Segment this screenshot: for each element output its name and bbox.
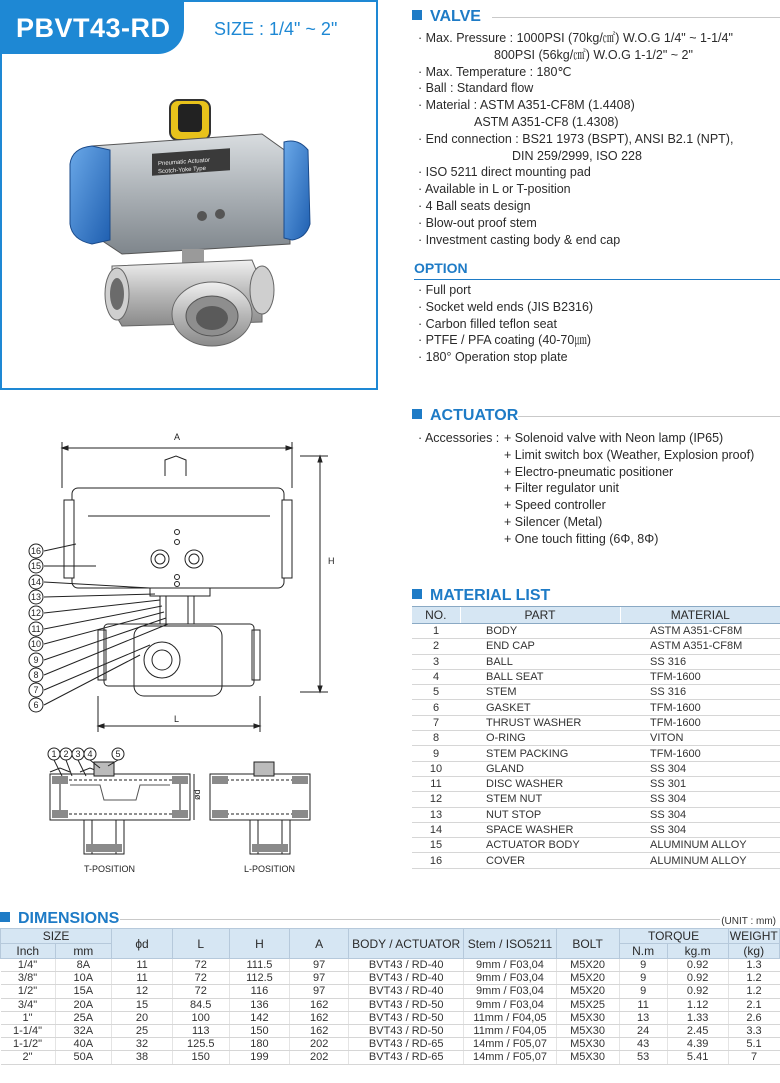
product-photo	[62, 94, 322, 354]
mat-cell-part: STEM	[460, 685, 620, 700]
dimension-cell: 150	[229, 1024, 290, 1037]
valve-spec-item: · Blow-out proof stem	[418, 215, 537, 230]
dimension-cell: 142	[229, 1011, 290, 1024]
dimension-row	[1, 998, 780, 1011]
dimension-row	[1, 1051, 780, 1064]
dimension-cell: 180	[229, 1038, 290, 1051]
dimension-cell: 3/8"	[1, 972, 56, 985]
option-item: · Carbon filled teflon seat	[418, 316, 557, 331]
dimension-cell: 8A	[55, 959, 112, 972]
mat-cell-material: ALUMINUM ALLOY	[620, 838, 780, 853]
dimension-cell: 72	[172, 959, 229, 972]
callout-10: 10	[30, 639, 42, 649]
section-callout-5: 5	[115, 749, 121, 759]
dimension-cell: 14mm / F05,07	[464, 1051, 556, 1064]
dimensions-section-title: DIMENSIONS	[0, 910, 119, 928]
material-row	[412, 700, 780, 715]
valve-spec-list	[418, 30, 733, 248]
dimension-cell: 9mm / F03,04	[464, 998, 556, 1011]
dimension-cell: 9mm / F03,04	[464, 972, 556, 985]
dimension-cell: 84.5	[172, 998, 229, 1011]
mat-cell-material: SS 304	[620, 761, 780, 776]
dimension-cell: M5X30	[556, 1024, 619, 1037]
dimension-cell: 113	[172, 1024, 229, 1037]
dim-header-h: H	[229, 929, 290, 959]
dimension-cell: 5.41	[667, 1051, 728, 1064]
dimension-cell: M5X30	[556, 1051, 619, 1064]
mat-cell-material: ASTM A351-CF8M	[620, 639, 780, 654]
mat-cell-no: 4	[412, 669, 460, 684]
mat-cell-no: 10	[412, 761, 460, 776]
dimension-cell: 40A	[55, 1038, 112, 1051]
size-range: SIZE : 1/4" ~ 2"	[214, 19, 338, 39]
dimension-cell: 11	[112, 959, 173, 972]
option-list	[418, 282, 593, 366]
mat-cell-part: DISC WASHER	[460, 776, 620, 791]
dimension-cell: 1/4"	[1, 959, 56, 972]
mat-cell-material: SS 304	[620, 822, 780, 837]
dimension-cell: 1.2	[728, 985, 779, 998]
dimension-cell: M5X30	[556, 1011, 619, 1024]
dimension-row	[1, 1011, 780, 1024]
material-row	[412, 792, 780, 807]
dimension-cell: 112.5	[229, 972, 290, 985]
unit-label: (UNIT : mm)	[721, 916, 776, 927]
callout-16: 16	[30, 546, 42, 556]
mat-header-part: PART	[460, 607, 620, 624]
callout-12: 12	[30, 608, 42, 618]
dimension-cell: 1.3	[728, 959, 779, 972]
valve-spec-item: · Material : ASTM A351-CF8M (1.4408)	[418, 98, 635, 113]
dimension-cell: 0.92	[667, 972, 728, 985]
option-title: OPTION	[414, 260, 468, 276]
option-item: · 180° Operation stop plate	[418, 350, 568, 365]
mat-cell-part: ACTUATOR BODY	[460, 838, 620, 853]
callout-13: 13	[30, 592, 42, 602]
dimension-cell: 136	[229, 998, 290, 1011]
dimension-cell: 25A	[55, 1011, 112, 1024]
dimension-cell: 9mm / F03,04	[464, 985, 556, 998]
accessory-item: + Limit switch box (Weather, Explosion proof)	[504, 447, 755, 462]
dimension-cell: 2.1	[728, 998, 779, 1011]
material-section-title: MATERIAL LIST	[412, 587, 550, 605]
dimension-cell: BVT43 / RD-65	[349, 1051, 464, 1064]
valve-spec-item: · Max. Pressure : 1000PSI (70kg/㎠) W.O.G 1/4" ~ 1-1/4"	[418, 31, 733, 45]
mat-cell-part: COVER	[460, 853, 620, 868]
valve-spec-item: 800PSI (56kg/㎠) W.O.G 1-1/2" ~ 2"	[494, 47, 693, 62]
callout-14: 14	[30, 577, 42, 587]
mat-cell-no: 12	[412, 792, 460, 807]
accessory-item: + Silencer (Metal)	[504, 514, 603, 529]
dimension-cell: 3.3	[728, 1024, 779, 1037]
valve-spec-item: · Available in L or T-position	[418, 182, 571, 197]
mat-cell-part: BODY	[460, 624, 620, 639]
dim-header-body-actuator: BODY / ACTUATOR	[349, 929, 464, 959]
actuator-section-title: ACTUATOR	[412, 407, 518, 425]
mat-cell-no: 9	[412, 746, 460, 761]
dimension-cell: 9	[619, 972, 667, 985]
dimension-cell: 4.39	[667, 1038, 728, 1051]
dimension-cell: 9	[619, 959, 667, 972]
dim-header-stem: Stem / ISO5211	[464, 929, 556, 959]
dimension-cell: 162	[290, 1024, 349, 1037]
dimension-cell: 38	[112, 1051, 173, 1064]
valve-spec-item: · Ball : Standard flow	[418, 81, 534, 96]
dimension-cell: 2"	[1, 1051, 56, 1064]
dimension-cell: BVT43 / RD-50	[349, 998, 464, 1011]
mat-cell-no: 15	[412, 838, 460, 853]
valve-spec-item: · End connection : BS21 1973 (BSPT), ANSI B2.1 (NPT),	[418, 131, 734, 146]
dimension-cell: 9	[619, 985, 667, 998]
dimension-cell: 15	[112, 998, 173, 1011]
dimension-cell: 43	[619, 1038, 667, 1051]
dimension-cell: 53	[619, 1051, 667, 1064]
actuator-section-rule	[518, 416, 780, 417]
mat-cell-no: 16	[412, 853, 460, 868]
mat-cell-part: GLAND	[460, 761, 620, 776]
mat-cell-material: ASTM A351-CF8M	[620, 624, 780, 639]
dim-header-nm: N.m	[619, 944, 667, 959]
technical-drawing	[0, 420, 400, 890]
dimension-cell: 202	[290, 1051, 349, 1064]
dimension-cell: 1"	[1, 1011, 56, 1024]
dimension-cell: 162	[290, 998, 349, 1011]
dimension-cell: 25	[112, 1024, 173, 1037]
callout-7: 7	[33, 685, 39, 695]
mat-cell-no: 6	[412, 700, 460, 715]
dimension-cell: 7	[728, 1051, 779, 1064]
mat-cell-material: SS 304	[620, 807, 780, 822]
material-row	[412, 746, 780, 761]
accessory-item: + Speed controller	[504, 498, 606, 513]
dimension-cell: 11	[112, 972, 173, 985]
mat-cell-no: 5	[412, 685, 460, 700]
product-header-frame	[0, 0, 378, 390]
material-row	[412, 853, 780, 868]
mat-cell-material: TFM-1600	[620, 669, 780, 684]
mat-cell-material: VITON	[620, 731, 780, 746]
dim-header-kgm: kg.m	[667, 944, 728, 959]
dimension-cell: 11	[619, 998, 667, 1011]
option-item: · Socket weld ends (JIS B2316)	[418, 299, 594, 314]
dimension-cell: 10A	[55, 972, 112, 985]
dimension-cell: 100	[172, 1011, 229, 1024]
mat-cell-material: TFM-1600	[620, 715, 780, 730]
dimension-cell: 199	[229, 1051, 290, 1064]
dimension-cell: 116	[229, 985, 290, 998]
dimension-cell: M5X30	[556, 1038, 619, 1051]
mat-cell-material: ALUMINUM ALLOY	[620, 853, 780, 868]
dimension-cell: BVT43 / RD-40	[349, 985, 464, 998]
dim-header-mm: mm	[55, 944, 112, 959]
mat-cell-part: STEM NUT	[460, 792, 620, 807]
mat-cell-no: 1	[412, 624, 460, 639]
mat-header-material: MATERIAL	[620, 607, 780, 624]
mat-cell-part: STEM PACKING	[460, 746, 620, 761]
dim-header-torque: TORQUE	[619, 929, 728, 944]
dimension-cell: 11mm / F04,05	[464, 1011, 556, 1024]
dimension-cell: 1.12	[667, 998, 728, 1011]
material-row	[412, 822, 780, 837]
dimension-cell: BVT43 / RD-65	[349, 1038, 464, 1051]
dimension-cell: 1.33	[667, 1011, 728, 1024]
dimension-cell: 1/2"	[1, 985, 56, 998]
dimension-cell: M5X20	[556, 985, 619, 998]
mat-cell-part: BALL	[460, 654, 620, 669]
section-callout-2: 2	[63, 749, 69, 759]
dim-header-weight: WEIGHT	[729, 929, 778, 943]
dim-a-label: A	[174, 432, 181, 442]
model-name: PBVT43-RD	[2, 2, 184, 54]
material-row	[412, 685, 780, 700]
dimensions-section-rule	[120, 919, 720, 920]
t-position-label: T-POSITION	[84, 864, 136, 874]
dimension-cell: 11mm / F04,05	[464, 1024, 556, 1037]
dimension-cell: BVT43 / RD-50	[349, 1024, 464, 1037]
accessory-item: + One touch fitting (6Φ, 8Φ)	[504, 531, 659, 546]
callout-8: 8	[33, 670, 39, 680]
accessories-list	[418, 430, 754, 548]
dimension-cell: 111.5	[229, 959, 290, 972]
dimension-cell: BVT43 / RD-50	[349, 1011, 464, 1024]
valve-spec-item: ASTM A351-CF8 (1.4308)	[474, 114, 619, 129]
l-position-label: L-POSITION	[244, 864, 296, 874]
valve-spec-item: · 4 Ball seats design	[418, 198, 531, 213]
dim-h-label: H	[328, 556, 335, 566]
dimension-cell: 97	[290, 972, 349, 985]
mat-cell-material: SS 304	[620, 792, 780, 807]
mat-cell-part: GASKET	[460, 700, 620, 715]
dimension-cell: M5X25	[556, 998, 619, 1011]
option-item: · Full port	[418, 283, 471, 297]
accessories-label: · Accessories :	[418, 431, 500, 445]
dimension-cell: 1-1/4"	[1, 1024, 56, 1037]
mat-cell-part: O-RING	[460, 731, 620, 746]
callout-6: 6	[33, 700, 39, 710]
dimension-cell: 9mm / F03,04	[464, 959, 556, 972]
valve-spec-item: · Max. Temperature : 180℃	[418, 64, 572, 79]
dimension-cell: 2.6	[728, 1011, 779, 1024]
dim-phid-label: ød	[192, 789, 202, 800]
dimension-cell: 20A	[55, 998, 112, 1011]
dimension-cell: 1.2	[728, 972, 779, 985]
dimension-cell: 14mm / F05,07	[464, 1038, 556, 1051]
dimension-cell: 32	[112, 1038, 173, 1051]
accessory-item: + Solenoid valve with Neon lamp (IP65)	[504, 431, 724, 445]
mat-cell-part: END CAP	[460, 639, 620, 654]
dim-l-label: L	[174, 714, 180, 724]
dimension-cell: 72	[172, 972, 229, 985]
dimension-cell: 97	[290, 985, 349, 998]
dimension-cell: 13	[619, 1011, 667, 1024]
accessory-item: + Filter regulator unit	[504, 481, 619, 496]
mat-cell-part: BALL SEAT	[460, 669, 620, 684]
dimension-row	[1, 959, 780, 972]
callout-15: 15	[30, 561, 42, 571]
dim-header-a: A	[290, 929, 349, 959]
valve-spec-item: · ISO 5211 direct mounting pad	[418, 165, 591, 180]
valve-section-rule	[492, 17, 780, 18]
dimension-cell: M5X20	[556, 972, 619, 985]
dimension-row	[1, 985, 780, 998]
dimension-cell: BVT43 / RD-40	[349, 959, 464, 972]
dim-header-bolt: BOLT	[556, 929, 619, 959]
mat-cell-part: NUT STOP	[460, 807, 620, 822]
dim-header-phid: ϕd	[112, 929, 173, 959]
dimension-cell: 32A	[55, 1024, 112, 1037]
material-row	[412, 731, 780, 746]
callout-9: 9	[33, 655, 39, 665]
dimension-cell: 50A	[55, 1051, 112, 1064]
actuator-nameplate: Pneumatic Actuator	[158, 157, 210, 168]
dimension-cell: 0.92	[667, 985, 728, 998]
accessory-item: + Electro-pneumatic positioner	[504, 464, 674, 479]
mat-cell-no: 13	[412, 807, 460, 822]
mat-cell-material: SS 316	[620, 654, 780, 669]
material-row	[412, 624, 780, 639]
callout-11: 11	[31, 624, 41, 634]
material-row	[412, 761, 780, 776]
mat-cell-material: SS 301	[620, 776, 780, 791]
dimension-cell: 162	[290, 1011, 349, 1024]
material-row	[412, 838, 780, 853]
mat-cell-no: 11	[412, 776, 460, 791]
svg-text:Scotch-Yoke Type: Scotch-Yoke Type	[158, 165, 206, 176]
dimension-row	[1, 972, 780, 985]
dimension-cell: 202	[290, 1038, 349, 1051]
dimension-cell: 3/4"	[1, 998, 56, 1011]
dimension-cell: 97	[290, 959, 349, 972]
mat-cell-no: 8	[412, 731, 460, 746]
dimension-cell: 24	[619, 1024, 667, 1037]
option-item: · PTFE / PFA coating (40-70㎛)	[418, 333, 591, 348]
dimensions-table	[0, 928, 780, 1065]
mat-cell-material: TFM-1600	[620, 700, 780, 715]
mat-cell-no: 2	[412, 639, 460, 654]
section-callout-4: 4	[87, 749, 93, 759]
dimension-cell: 2.45	[667, 1024, 728, 1037]
material-row	[412, 807, 780, 822]
dimension-cell: 150	[172, 1051, 229, 1064]
dim-header-kg: (kg)	[728, 944, 779, 959]
mat-cell-no: 3	[412, 654, 460, 669]
mat-cell-part: THRUST WASHER	[460, 715, 620, 730]
dimension-cell: 20	[112, 1011, 173, 1024]
mat-cell-material: TFM-1600	[620, 746, 780, 761]
valve-spec-item: DIN 259/2999, ISO 228	[512, 148, 642, 163]
dimension-cell: 12	[112, 985, 173, 998]
dimension-cell: BVT43 / RD-40	[349, 972, 464, 985]
mat-cell-no: 7	[412, 715, 460, 730]
mat-cell-part: SPACE WASHER	[460, 822, 620, 837]
dimension-cell: 72	[172, 985, 229, 998]
dimension-cell: 125.5	[172, 1038, 229, 1051]
mat-header-no: NO.	[412, 607, 460, 624]
dimension-row	[1, 1024, 780, 1037]
mat-cell-no: 14	[412, 822, 460, 837]
material-row	[412, 654, 780, 669]
dimension-row	[1, 1038, 780, 1051]
dim-header-l: L	[172, 929, 229, 959]
section-callout-3: 3	[75, 749, 81, 759]
dimension-cell: 5.1	[728, 1038, 779, 1051]
valve-spec-item: · Investment casting body & end cap	[418, 232, 621, 247]
material-row	[412, 669, 780, 684]
dim-header-inch: Inch	[1, 944, 56, 959]
material-table	[412, 606, 780, 869]
dimension-cell: 15A	[55, 985, 112, 998]
valve-section-title: VALVE	[412, 8, 481, 26]
option-rule	[414, 279, 780, 280]
material-row	[412, 715, 780, 730]
material-row	[412, 639, 780, 654]
mat-cell-material: SS 316	[620, 685, 780, 700]
dim-header-size: SIZE	[1, 929, 112, 944]
dimension-cell: 0.92	[667, 959, 728, 972]
dimension-cell: M5X20	[556, 959, 619, 972]
section-callout-1: 1	[51, 749, 57, 759]
material-row	[412, 776, 780, 791]
dimension-cell: 1-1/2"	[1, 1038, 56, 1051]
